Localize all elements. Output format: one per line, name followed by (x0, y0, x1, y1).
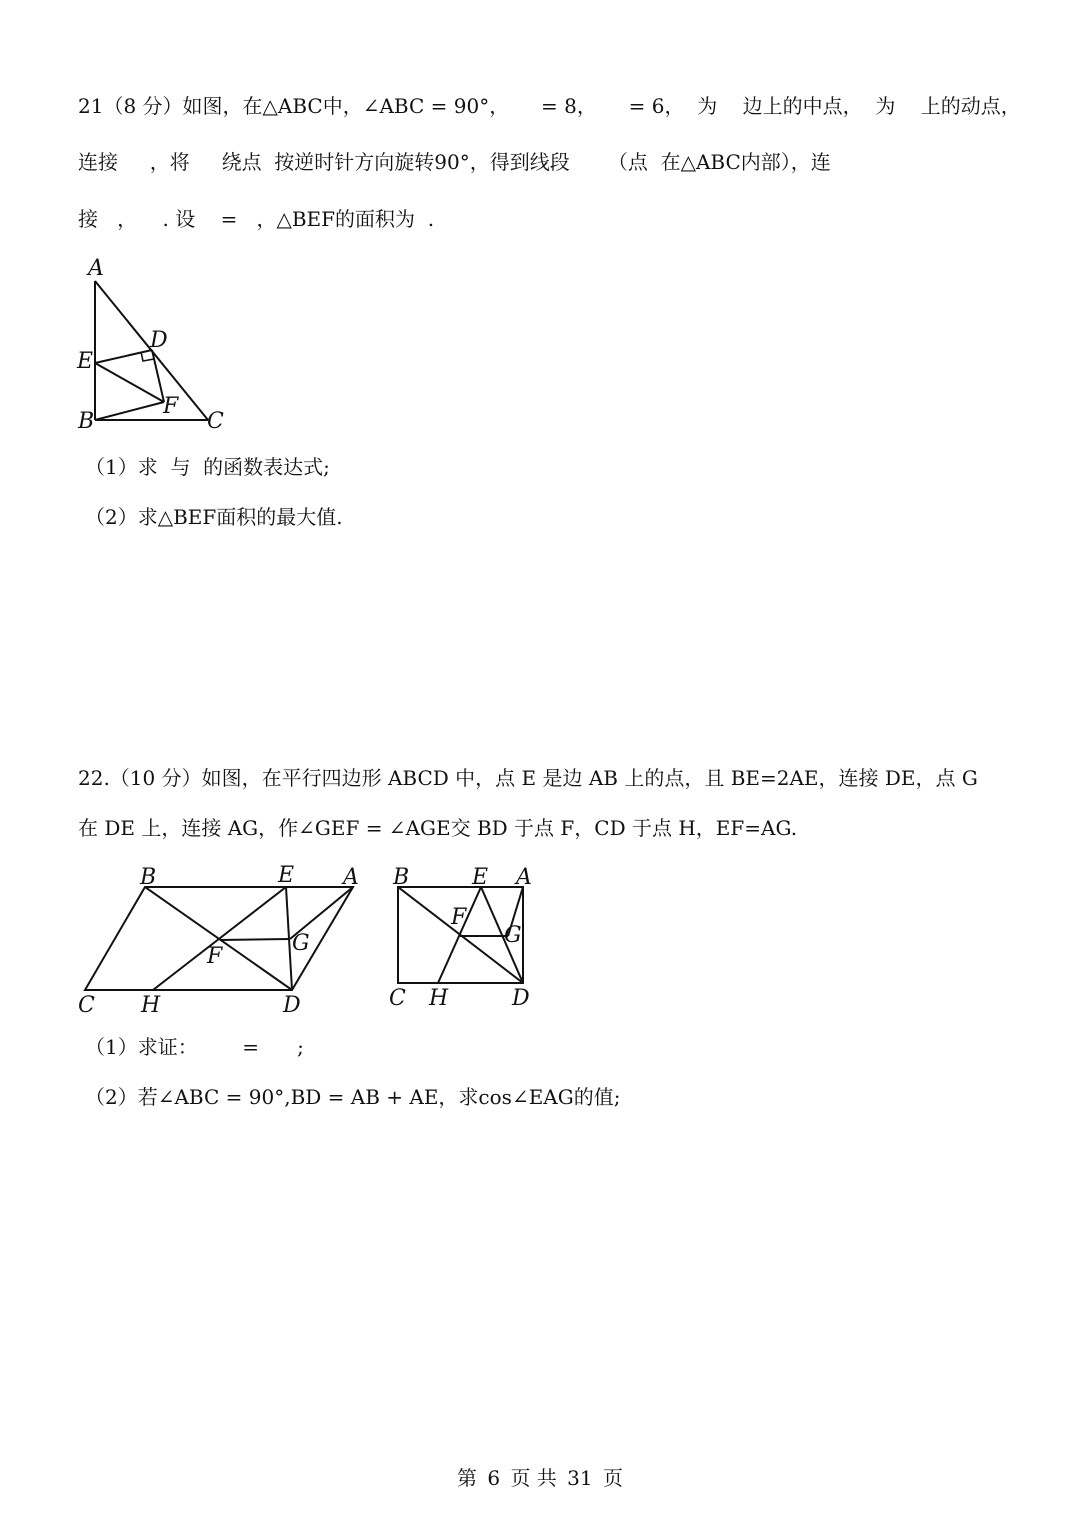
q21-triangle-figure (70, 255, 240, 440)
q22-stem-line1: 22.（10 分）如图，在平行四边形 ABCD 中，点 E 是边 AB 上的点，且 BE=2AE，连接 DE，点 G (78, 766, 978, 790)
q22-fig1-label-d: D (283, 993, 301, 1018)
q22-stem-line2: 在 DE 上，连接 AG，作∠GEF = ∠AGE交 BD 于点 F，CD 于点 H，EF=AG. (78, 816, 798, 840)
q21-stem-line2: 连接 ，将 绕点 按逆时针方向旋转90°，得到线段 （点 在△ABC内部），连 (78, 150, 831, 174)
q21-stem-line1: 21（8 分）如图，在△ABC中，∠ABC = 90°， = 8， = 6， 为 边上的中点， 为 上的动点， (78, 94, 1021, 118)
q21-label-c: C (207, 409, 224, 434)
q22-fig2-label-f: F (451, 905, 467, 930)
q21-label-d: D (150, 328, 168, 353)
footer-prefix: 第 (457, 1466, 477, 1490)
q21-stem-line3: 接 ， . 设 = ，△BEF的面积为 . (78, 207, 435, 231)
q22-fig1-label-e: E (278, 863, 295, 888)
q21-part2: （2）求△BEF面积的最大值. (85, 505, 343, 529)
footer-suffix: 页 (602, 1466, 623, 1490)
footer-total-pages: 31 (567, 1466, 593, 1490)
q22-fig1-label-a: A (343, 865, 359, 890)
q22-fig1-label-c: C (78, 993, 95, 1018)
footer-middle: 页 共 (510, 1466, 557, 1490)
q22-fig1-label-h: H (141, 993, 161, 1018)
q22-fig2-label-a: A (516, 865, 532, 890)
q22-fig2-label-b: B (393, 865, 410, 890)
q22-part2: （2）若∠ABC = 90°,BD = AB + AE，求cos∠EAG的值; (85, 1085, 621, 1109)
page-footer (0, 1462, 1080, 1491)
q22-fig1-label-b: B (140, 865, 157, 890)
q21-label-b: B (78, 409, 95, 434)
q22-fig2-label-c: C (389, 986, 406, 1011)
q22-fig2-label-h: H (429, 986, 449, 1011)
q21-label-e: E (77, 349, 94, 374)
footer-page-number: 6 (487, 1466, 501, 1490)
q22-fig1-label-f: F (207, 944, 223, 969)
q21-label-a: A (88, 256, 104, 281)
q22-rectangle-figure (385, 860, 545, 1015)
q22-parallelogram-figure (70, 860, 370, 1020)
q22-part1: （1）求证： = ; (85, 1035, 304, 1059)
q22-fig2-label-e: E (472, 865, 489, 890)
q22-fig1-label-g: G (292, 931, 310, 956)
q21-label-f: F (163, 394, 179, 419)
q21-part1: （1）求 与 的函数表达式; (85, 455, 330, 479)
q22-fig2-label-d: D (512, 986, 530, 1011)
q22-fig2-label-g: G (504, 923, 522, 948)
